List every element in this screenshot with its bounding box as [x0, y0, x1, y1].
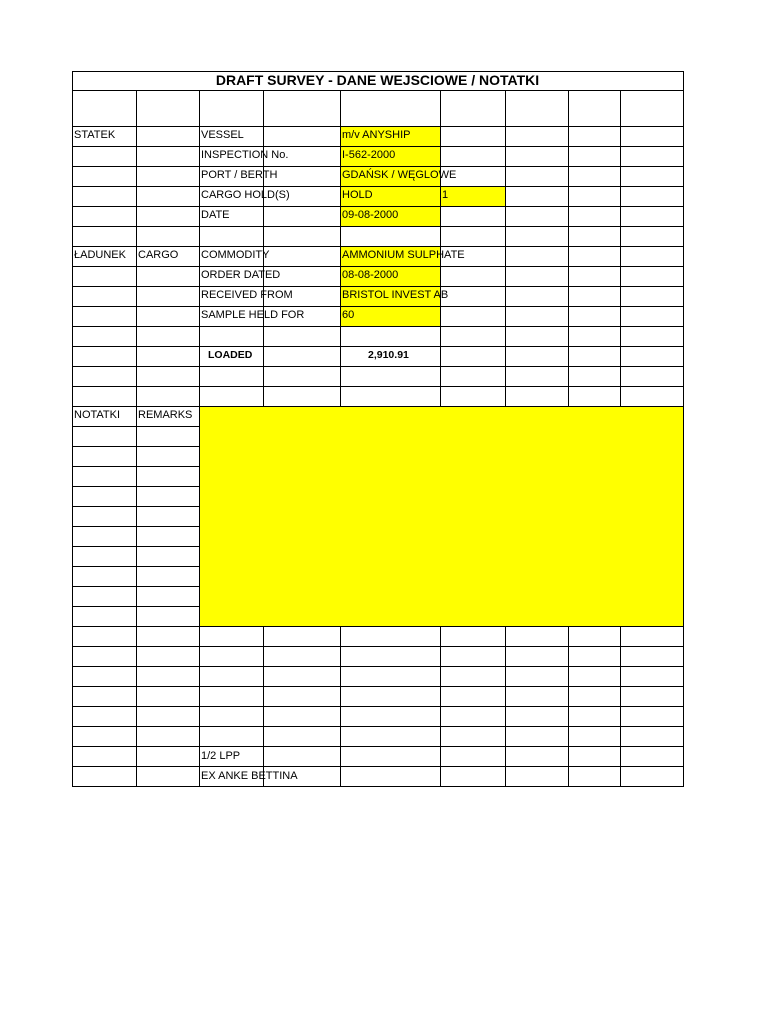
grid-hline [72, 386, 684, 387]
cell-vessel-label[interactable]: VESSEL [201, 129, 244, 141]
cell-sample-label[interactable]: SAMPLE HELD FOR [201, 309, 305, 321]
cell-ex-label[interactable]: EX ANKE BETTINA [201, 770, 298, 782]
grid-vline [505, 90, 506, 407]
cell-received-value[interactable]: BRISTOL INVEST AB [342, 289, 449, 301]
cell-loaded-label[interactable]: LOADED [208, 349, 253, 361]
cell-inspection-label[interactable]: INSPECTION No. [201, 149, 289, 161]
cell-hold-label[interactable]: CARGO HOLD(S) [201, 189, 290, 201]
grid-hline [72, 706, 684, 707]
grid-hline [72, 186, 684, 187]
highlight-hold-number [440, 186, 505, 206]
cell-loaded-value[interactable]: 2,910.91 [368, 349, 409, 361]
grid-vline [568, 90, 569, 407]
grid-hline [72, 686, 684, 687]
grid-hline [72, 726, 684, 727]
cell-sample-value[interactable]: 60 [342, 309, 355, 321]
grid-hline [72, 766, 684, 767]
grid-vline [620, 90, 621, 407]
grid-vline [440, 626, 441, 787]
cell-remarks[interactable]: REMARKS [138, 409, 193, 421]
remarks-area[interactable] [199, 406, 683, 626]
cell-hold-number[interactable]: 1 [442, 189, 449, 201]
grid-vline [72, 71, 73, 787]
grid-vline [340, 626, 341, 787]
grid-vline [136, 90, 137, 787]
grid-hline [72, 90, 684, 91]
cell-date-value[interactable]: 09-08-2000 [342, 209, 399, 221]
cell-port-label[interactable]: PORT / BERTH [201, 169, 278, 181]
cell-hold-value[interactable]: HOLD [342, 189, 373, 201]
grid-hline [72, 646, 684, 647]
grid-hline [72, 226, 684, 227]
grid-hline [72, 306, 684, 307]
cell-commodity-label[interactable]: COMMODITY [201, 249, 270, 261]
grid-hline [72, 326, 684, 327]
cell-vessel-value[interactable]: m/v ANYSHIP [342, 129, 411, 141]
grid-vline [505, 626, 506, 787]
cell-order-value[interactable]: 08-08-2000 [342, 269, 399, 281]
cell-inspection-value[interactable]: I-562-2000 [342, 149, 396, 161]
grid-hline [72, 746, 684, 747]
grid-vline [263, 626, 264, 787]
grid-hline [72, 626, 684, 627]
cell-cargo[interactable]: CARGO [138, 249, 179, 261]
cell-commodity-value[interactable]: AMMONIUM SULPHATE [342, 249, 465, 261]
grid-vline [568, 626, 569, 787]
cell-date-label[interactable]: DATE [201, 209, 230, 221]
cell-order-label[interactable]: ORDER DATED [201, 269, 281, 281]
cell-ladunek[interactable]: ŁADUNEK [74, 249, 126, 261]
cell-notatki[interactable]: NOTATKI [74, 409, 121, 421]
grid-vline [683, 71, 684, 787]
grid-hline [72, 366, 684, 367]
cell-lpp-label[interactable]: 1/2 LPP [201, 750, 241, 762]
grid-hline [72, 786, 684, 787]
cell-port-value[interactable]: GDAŃSK / WĘGLOWE [342, 169, 457, 181]
grid-vline [620, 626, 621, 787]
cell-received-label[interactable]: RECEIVED FROM [201, 289, 293, 301]
sheet-title: DRAFT SURVEY - DANE WEJSCIOWE / NOTATKI [215, 72, 540, 88]
cell-statek[interactable]: STATEK [74, 129, 116, 141]
grid-hline [72, 666, 684, 667]
